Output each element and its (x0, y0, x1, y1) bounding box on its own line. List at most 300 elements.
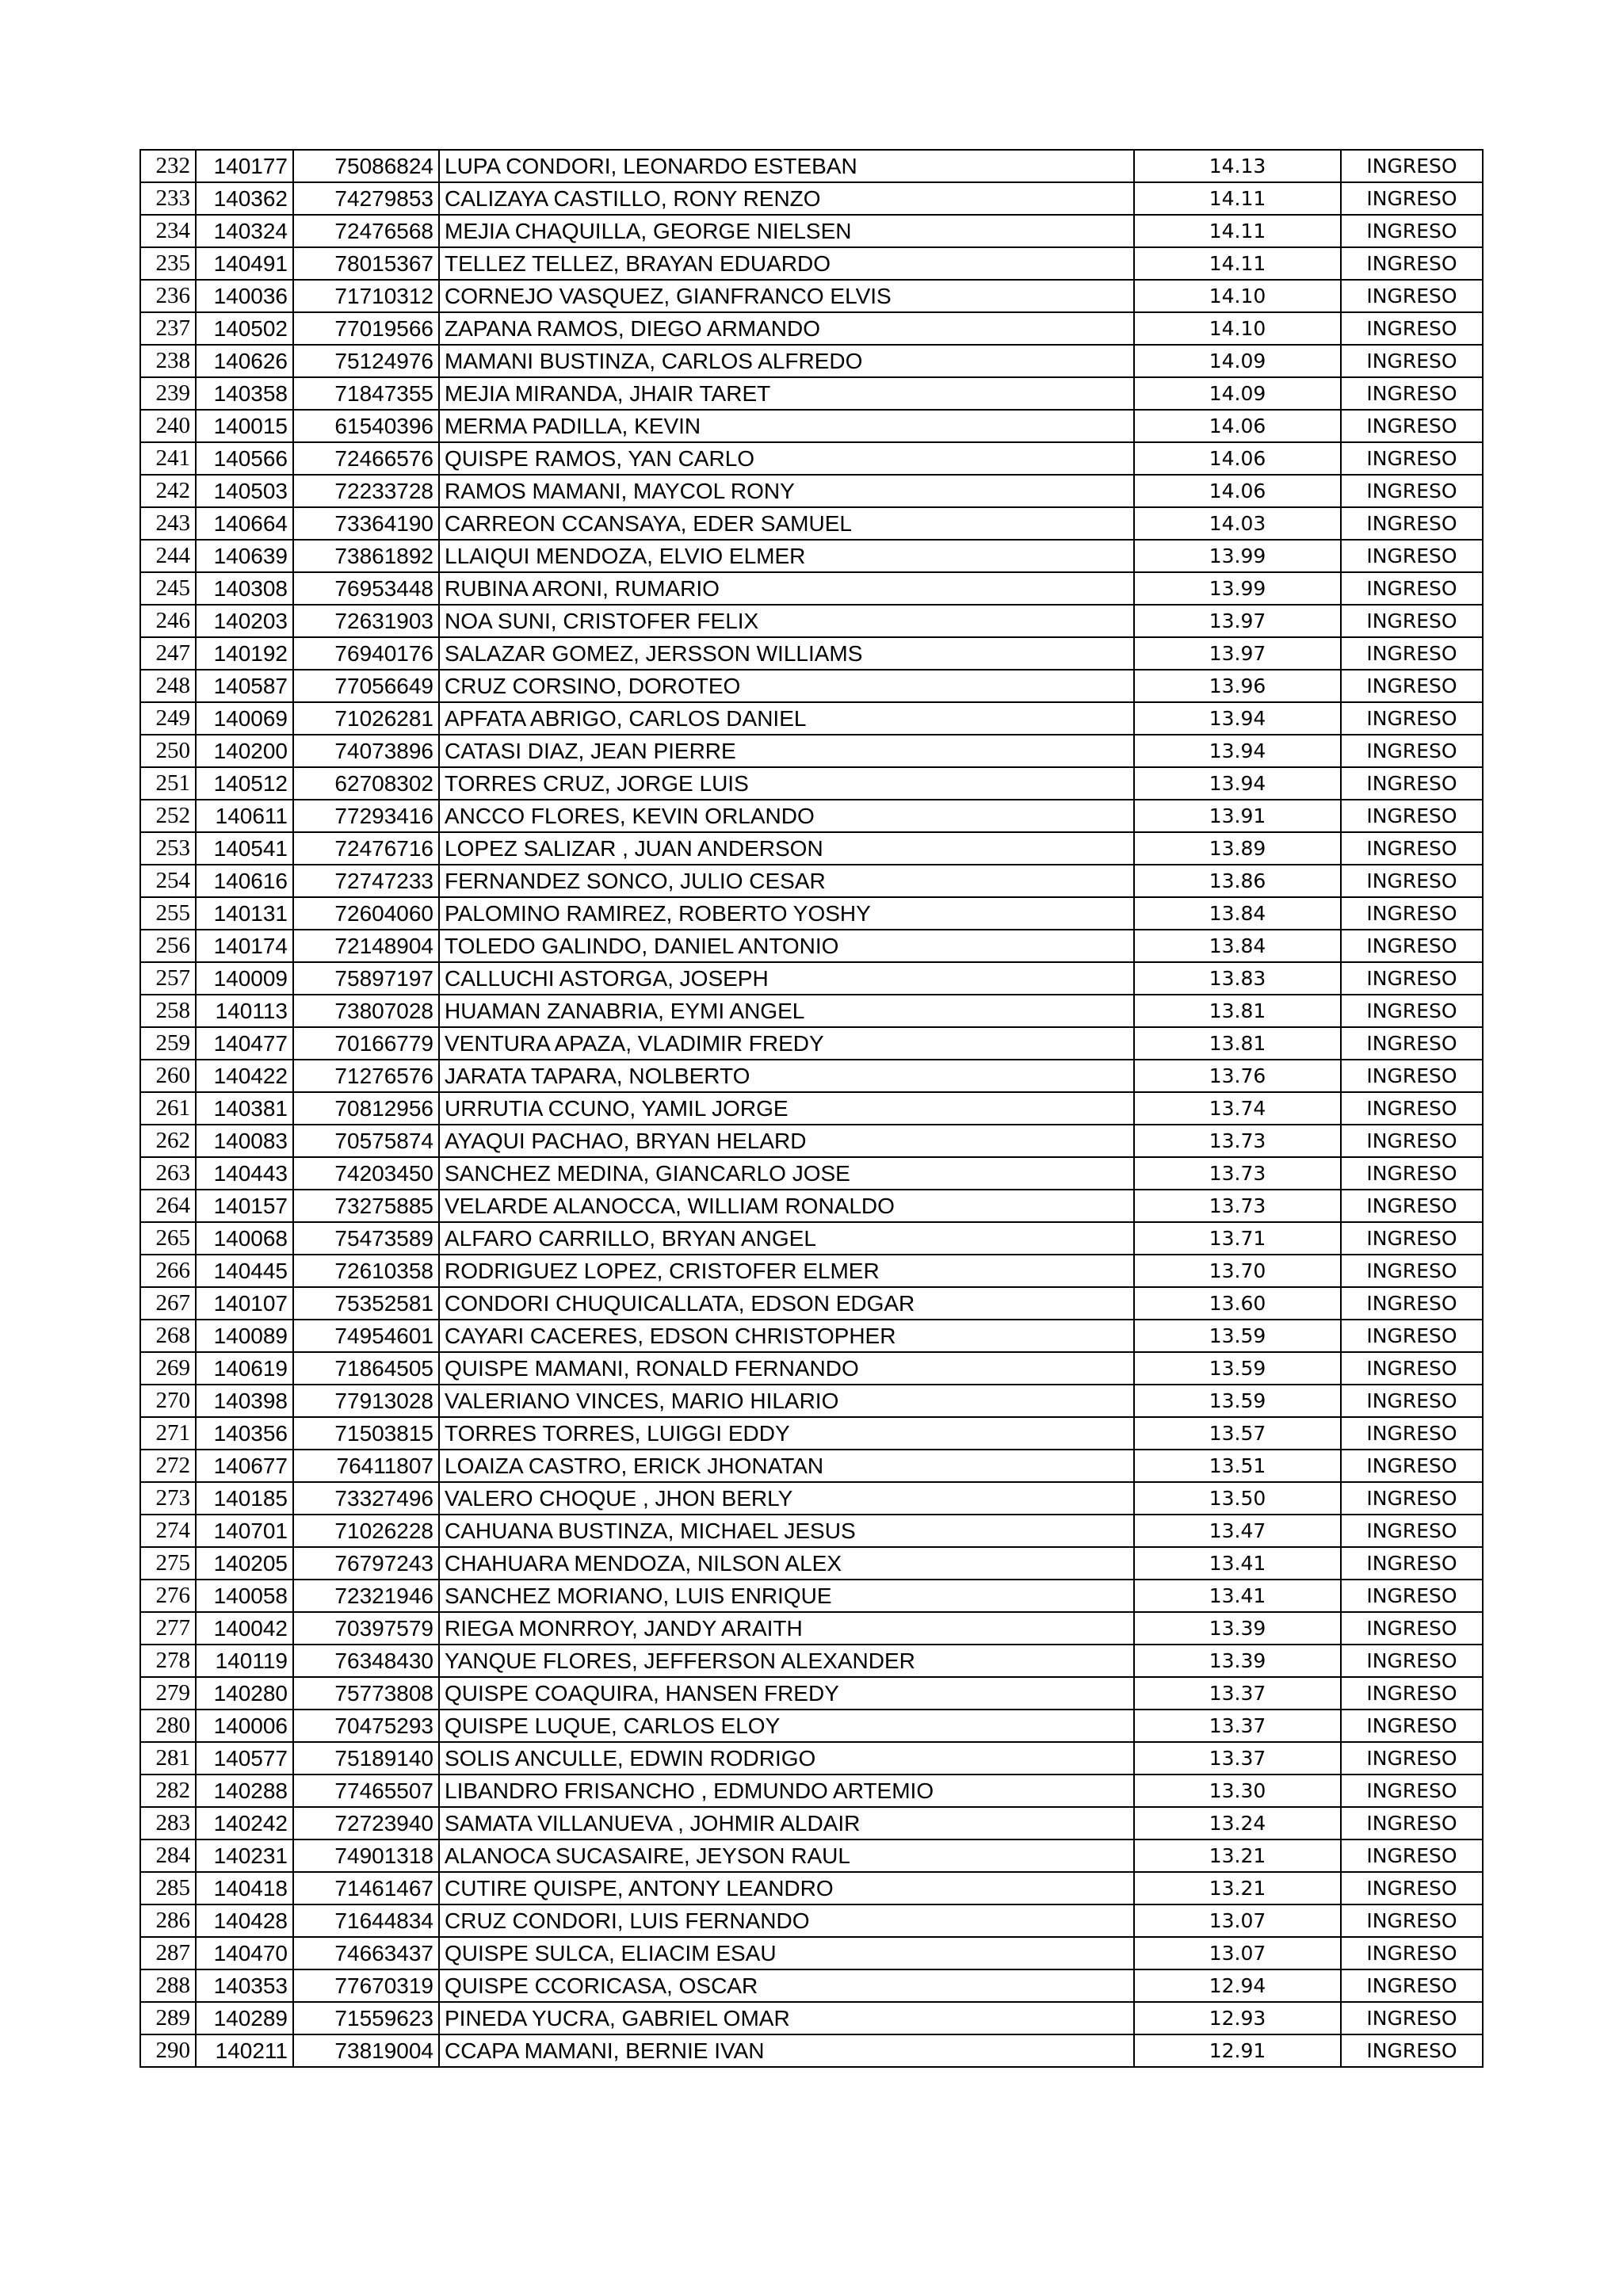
applicant-name-cell: VALERIANO VINCES, MARIO HILARIO (439, 1385, 1134, 1417)
row-number-cell: 244 (140, 540, 196, 572)
dni-number-cell: 71864505 (293, 1352, 439, 1385)
dni-number-cell: 75473589 (293, 1222, 439, 1255)
score-cell: 13.99 (1134, 540, 1341, 572)
dni-number-cell: 76940176 (293, 637, 439, 670)
row-number-cell: 259 (140, 1027, 196, 1060)
row-number-cell: 263 (140, 1157, 196, 1190)
table-row (140, 2034, 1483, 2067)
table-row (140, 670, 1483, 702)
row-number-cell: 284 (140, 1839, 196, 1872)
applicant-name-cell: HUAMAN ZANABRIA, EYMI ANGEL (439, 995, 1134, 1027)
score-cell: 13.73 (1134, 1125, 1341, 1157)
row-number-cell: 255 (140, 897, 196, 930)
applicant-code-cell: 140200 (196, 735, 293, 767)
admission-status-cell: INGRESO (1341, 1385, 1483, 1417)
score-cell: 13.41 (1134, 1547, 1341, 1580)
dni-number-cell: 72631903 (293, 605, 439, 637)
row-number-cell: 251 (140, 767, 196, 800)
table-row (140, 1677, 1483, 1710)
applicant-code-cell: 140324 (196, 215, 293, 247)
table-row (140, 1352, 1483, 1385)
applicant-name-cell: TELLEZ TELLEZ, BRAYAN EDUARDO (439, 247, 1134, 280)
table-row (140, 442, 1483, 475)
admission-status-cell: INGRESO (1341, 2002, 1483, 2034)
admission-status-cell: INGRESO (1341, 1482, 1483, 1515)
row-number-cell: 234 (140, 215, 196, 247)
dni-number-cell: 72148904 (293, 930, 439, 962)
dni-number-cell: 71026228 (293, 1515, 439, 1547)
admission-status-cell: INGRESO (1341, 1092, 1483, 1125)
admission-status-cell: INGRESO (1341, 1060, 1483, 1092)
admission-status-cell: INGRESO (1341, 410, 1483, 442)
applicant-name-cell: CRUZ CORSINO, DOROTEO (439, 670, 1134, 702)
applicant-code-cell: 140443 (196, 1157, 293, 1190)
applicant-code-cell: 140639 (196, 540, 293, 572)
applicant-name-cell: MEJIA MIRANDA, JHAIR TARET (439, 377, 1134, 410)
row-number-cell: 288 (140, 1969, 196, 2002)
dni-number-cell: 72476716 (293, 832, 439, 865)
score-cell: 13.60 (1134, 1287, 1341, 1320)
table-row (140, 1645, 1483, 1677)
dni-number-cell: 72723940 (293, 1807, 439, 1839)
table-row (140, 702, 1483, 735)
score-cell: 13.51 (1134, 1450, 1341, 1482)
table-row (140, 1027, 1483, 1060)
admission-status-cell: INGRESO (1341, 280, 1483, 312)
applicant-code-cell: 140042 (196, 1612, 293, 1645)
table-row (140, 215, 1483, 247)
dni-number-cell: 72321946 (293, 1580, 439, 1612)
admission-status-cell: INGRESO (1341, 1157, 1483, 1190)
applicant-code-cell: 140503 (196, 475, 293, 507)
row-number-cell: 285 (140, 1872, 196, 1904)
admission-status-cell: INGRESO (1341, 1190, 1483, 1222)
admission-status-cell: INGRESO (1341, 1352, 1483, 1385)
dni-number-cell: 71710312 (293, 280, 439, 312)
dni-number-cell: 71503815 (293, 1417, 439, 1450)
score-cell: 13.37 (1134, 1677, 1341, 1710)
dni-number-cell: 72233728 (293, 475, 439, 507)
row-number-cell: 253 (140, 832, 196, 865)
table-row (140, 150, 1483, 182)
score-cell: 13.94 (1134, 702, 1341, 735)
row-number-cell: 240 (140, 410, 196, 442)
table-row (140, 1385, 1483, 1417)
table-row (140, 1157, 1483, 1190)
applicant-name-cell: ALANOCA SUCASAIRE, JEYSON RAUL (439, 1839, 1134, 1872)
applicant-code-cell: 140131 (196, 897, 293, 930)
applicant-name-cell: TOLEDO GALINDO, DANIEL ANTONIO (439, 930, 1134, 962)
admission-status-cell: INGRESO (1341, 605, 1483, 637)
table-row (140, 572, 1483, 605)
admission-status-cell: INGRESO (1341, 1417, 1483, 1450)
applicant-name-cell: TORRES TORRES, LUIGGI EDDY (439, 1417, 1134, 1450)
dni-number-cell: 72747233 (293, 865, 439, 897)
table-row (140, 410, 1483, 442)
table-row (140, 475, 1483, 507)
row-number-cell: 286 (140, 1904, 196, 1937)
dni-number-cell: 74279853 (293, 182, 439, 215)
table-row (140, 312, 1483, 345)
applicant-name-cell: CUTIRE QUISPE, ANTONY LEANDRO (439, 1872, 1134, 1904)
row-number-cell: 274 (140, 1515, 196, 1547)
score-cell: 14.13 (1134, 150, 1341, 182)
admission-status-cell: INGRESO (1341, 215, 1483, 247)
results-table-body (140, 150, 1483, 2067)
admission-status-cell: INGRESO (1341, 995, 1483, 1027)
row-number-cell: 268 (140, 1320, 196, 1352)
table-row (140, 1839, 1483, 1872)
admission-status-cell: INGRESO (1341, 1027, 1483, 1060)
applicant-code-cell: 140205 (196, 1547, 293, 1580)
applicant-name-cell: PALOMINO RAMIREZ, ROBERTO YOSHY (439, 897, 1134, 930)
table-row (140, 605, 1483, 637)
applicant-code-cell: 140356 (196, 1417, 293, 1450)
admission-status-cell: INGRESO (1341, 507, 1483, 540)
score-cell: 13.89 (1134, 832, 1341, 865)
applicant-name-cell: CCAPA MAMANI, BERNIE IVAN (439, 2034, 1134, 2067)
applicant-name-cell: MEJIA CHAQUILLA, GEORGE NIELSEN (439, 215, 1134, 247)
applicant-name-cell: CAYARI CACERES, EDSON CHRISTOPHER (439, 1320, 1134, 1352)
applicant-name-cell: QUISPE CCORICASA, OSCAR (439, 1969, 1134, 2002)
applicant-name-cell: SALAZAR GOMEZ, JERSSON WILLIAMS (439, 637, 1134, 670)
row-number-cell: 278 (140, 1645, 196, 1677)
table-row (140, 1775, 1483, 1807)
admission-status-cell: INGRESO (1341, 1937, 1483, 1969)
applicant-code-cell: 140107 (196, 1287, 293, 1320)
applicant-name-cell: SAMATA VILLANUEVA , JOHMIR ALDAIR (439, 1807, 1134, 1839)
applicant-name-cell: MERMA PADILLA, KEVIN (439, 410, 1134, 442)
admission-status-cell: INGRESO (1341, 1125, 1483, 1157)
applicant-name-cell: JARATA TAPARA, NOLBERTO (439, 1060, 1134, 1092)
row-number-cell: 242 (140, 475, 196, 507)
applicant-code-cell: 140422 (196, 1060, 293, 1092)
row-number-cell: 270 (140, 1385, 196, 1417)
applicant-code-cell: 140058 (196, 1580, 293, 1612)
dni-number-cell: 77019566 (293, 312, 439, 345)
applicant-name-cell: CALLUCHI ASTORGA, JOSEPH (439, 962, 1134, 995)
table-row (140, 930, 1483, 962)
row-number-cell: 246 (140, 605, 196, 637)
score-cell: 13.86 (1134, 865, 1341, 897)
applicant-name-cell: FERNANDEZ SONCO, JULIO CESAR (439, 865, 1134, 897)
applicant-name-cell: RODRIGUEZ LOPEZ, CRISTOFER ELMER (439, 1255, 1134, 1287)
row-number-cell: 289 (140, 2002, 196, 2034)
row-number-cell: 254 (140, 865, 196, 897)
admission-status-cell: INGRESO (1341, 1742, 1483, 1775)
row-number-cell: 281 (140, 1742, 196, 1775)
applicant-name-cell: QUISPE MAMANI, RONALD FERNANDO (439, 1352, 1134, 1385)
row-number-cell: 245 (140, 572, 196, 605)
score-cell: 13.97 (1134, 605, 1341, 637)
applicant-code-cell: 140470 (196, 1937, 293, 1969)
admission-status-cell: INGRESO (1341, 247, 1483, 280)
row-number-cell: 277 (140, 1612, 196, 1645)
admission-status-cell: INGRESO (1341, 345, 1483, 377)
admission-status-cell: INGRESO (1341, 962, 1483, 995)
applicant-name-cell: CAHUANA BUSTINZA, MICHAEL JESUS (439, 1515, 1134, 1547)
applicant-code-cell: 140185 (196, 1482, 293, 1515)
applicant-name-cell: QUISPE SULCA, ELIACIM ESAU (439, 1937, 1134, 1969)
row-number-cell: 249 (140, 702, 196, 735)
row-number-cell: 265 (140, 1222, 196, 1255)
row-number-cell: 247 (140, 637, 196, 670)
admission-status-cell: INGRESO (1341, 1612, 1483, 1645)
score-cell: 13.21 (1134, 1839, 1341, 1872)
applicant-code-cell: 140015 (196, 410, 293, 442)
applicant-name-cell: LIBANDRO FRISANCHO , EDMUNDO ARTEMIO (439, 1775, 1134, 1807)
applicant-name-cell: CONDORI CHUQUICALLATA, EDSON EDGAR (439, 1287, 1134, 1320)
applicant-code-cell: 140664 (196, 507, 293, 540)
table-row (140, 962, 1483, 995)
admission-status-cell: INGRESO (1341, 1287, 1483, 1320)
row-number-cell: 272 (140, 1450, 196, 1482)
applicant-code-cell: 140231 (196, 1839, 293, 1872)
applicant-code-cell: 140069 (196, 702, 293, 735)
row-number-cell: 280 (140, 1710, 196, 1742)
score-cell: 13.73 (1134, 1157, 1341, 1190)
score-cell: 13.59 (1134, 1352, 1341, 1385)
row-number-cell: 283 (140, 1807, 196, 1839)
score-cell: 13.41 (1134, 1580, 1341, 1612)
applicant-name-cell: CATASI DIAZ, JEAN PIERRE (439, 735, 1134, 767)
score-cell: 13.96 (1134, 670, 1341, 702)
table-row (140, 1222, 1483, 1255)
dni-number-cell: 75773808 (293, 1677, 439, 1710)
admission-status-cell: INGRESO (1341, 670, 1483, 702)
dni-number-cell: 75086824 (293, 150, 439, 182)
row-number-cell: 269 (140, 1352, 196, 1385)
applicant-name-cell: CARREON CCANSAYA, EDER SAMUEL (439, 507, 1134, 540)
score-cell: 14.06 (1134, 410, 1341, 442)
score-cell: 13.81 (1134, 995, 1341, 1027)
score-cell: 14.11 (1134, 247, 1341, 280)
admission-status-cell: INGRESO (1341, 1450, 1483, 1482)
table-row (140, 1450, 1483, 1482)
table-row (140, 1482, 1483, 1515)
applicant-name-cell: NOA SUNI, CRISTOFER FELIX (439, 605, 1134, 637)
table-row (140, 767, 1483, 800)
row-number-cell: 241 (140, 442, 196, 475)
score-cell: 13.71 (1134, 1222, 1341, 1255)
applicant-code-cell: 140577 (196, 1742, 293, 1775)
admission-status-cell: INGRESO (1341, 1515, 1483, 1547)
applicant-name-cell: PINEDA YUCRA, GABRIEL OMAR (439, 2002, 1134, 2034)
admission-status-cell: INGRESO (1341, 735, 1483, 767)
table-row (140, 1417, 1483, 1450)
score-cell: 14.11 (1134, 182, 1341, 215)
dni-number-cell: 73275885 (293, 1190, 439, 1222)
applicant-code-cell: 140381 (196, 1092, 293, 1125)
score-cell: 13.84 (1134, 930, 1341, 962)
row-number-cell: 290 (140, 2034, 196, 2067)
dni-number-cell: 71559623 (293, 2002, 439, 2034)
row-number-cell: 256 (140, 930, 196, 962)
applicant-name-cell: VALERO CHOQUE , JHON BERLY (439, 1482, 1134, 1515)
applicant-name-cell: YANQUE FLORES, JEFFERSON ALEXANDER (439, 1645, 1134, 1677)
table-row (140, 540, 1483, 572)
dni-number-cell: 78015367 (293, 247, 439, 280)
table-row (140, 1287, 1483, 1320)
dni-number-cell: 75124976 (293, 345, 439, 377)
score-cell: 13.83 (1134, 962, 1341, 995)
applicant-code-cell: 140068 (196, 1222, 293, 1255)
table-row (140, 345, 1483, 377)
dni-number-cell: 61540396 (293, 410, 439, 442)
table-row (140, 1904, 1483, 1937)
applicant-name-cell: QUISPE RAMOS, YAN CARLO (439, 442, 1134, 475)
row-number-cell: 264 (140, 1190, 196, 1222)
score-cell: 13.07 (1134, 1937, 1341, 1969)
row-number-cell: 266 (140, 1255, 196, 1287)
admission-status-cell: INGRESO (1341, 1677, 1483, 1710)
dni-number-cell: 75897197 (293, 962, 439, 995)
dni-number-cell: 71276576 (293, 1060, 439, 1092)
dni-number-cell: 70575874 (293, 1125, 439, 1157)
row-number-cell: 267 (140, 1287, 196, 1320)
score-cell: 13.37 (1134, 1710, 1341, 1742)
applicant-code-cell: 140280 (196, 1677, 293, 1710)
score-cell: 14.10 (1134, 312, 1341, 345)
table-row (140, 247, 1483, 280)
applicant-code-cell: 140089 (196, 1320, 293, 1352)
row-number-cell: 239 (140, 377, 196, 410)
admission-status-cell: INGRESO (1341, 865, 1483, 897)
dni-number-cell: 73861892 (293, 540, 439, 572)
applicant-code-cell: 140428 (196, 1904, 293, 1937)
table-row (140, 507, 1483, 540)
applicant-name-cell: QUISPE COAQUIRA, HANSEN FREDY (439, 1677, 1134, 1710)
dni-number-cell: 77913028 (293, 1385, 439, 1417)
admission-status-cell: INGRESO (1341, 637, 1483, 670)
admission-status-cell: INGRESO (1341, 1839, 1483, 1872)
dni-number-cell: 77465507 (293, 1775, 439, 1807)
row-number-cell: 279 (140, 1677, 196, 1710)
row-number-cell: 243 (140, 507, 196, 540)
admission-status-cell: INGRESO (1341, 1222, 1483, 1255)
admission-status-cell: INGRESO (1341, 1775, 1483, 1807)
admission-status-cell: INGRESO (1341, 377, 1483, 410)
admission-status-cell: INGRESO (1341, 1872, 1483, 1904)
applicant-name-cell: ALFARO CARRILLO, BRYAN ANGEL (439, 1222, 1134, 1255)
score-cell: 13.39 (1134, 1612, 1341, 1645)
applicant-name-cell: QUISPE LUQUE, CARLOS ELOY (439, 1710, 1134, 1742)
applicant-code-cell: 140308 (196, 572, 293, 605)
applicant-code-cell: 140289 (196, 2002, 293, 2034)
score-cell: 14.03 (1134, 507, 1341, 540)
table-row (140, 1580, 1483, 1612)
score-cell: 13.91 (1134, 800, 1341, 832)
admission-status-cell: INGRESO (1341, 1255, 1483, 1287)
score-cell: 12.93 (1134, 2002, 1341, 2034)
dni-number-cell: 70812956 (293, 1092, 439, 1125)
dni-number-cell: 73327496 (293, 1482, 439, 1515)
table-row (140, 2002, 1483, 2034)
score-cell: 12.91 (1134, 2034, 1341, 2067)
score-cell: 13.39 (1134, 1645, 1341, 1677)
dni-number-cell: 75352581 (293, 1287, 439, 1320)
row-number-cell: 248 (140, 670, 196, 702)
applicant-code-cell: 140009 (196, 962, 293, 995)
row-number-cell: 232 (140, 150, 196, 182)
score-cell: 13.59 (1134, 1320, 1341, 1352)
dni-number-cell: 72476568 (293, 215, 439, 247)
row-number-cell: 258 (140, 995, 196, 1027)
dni-number-cell: 76953448 (293, 572, 439, 605)
admission-status-cell: INGRESO (1341, 897, 1483, 930)
admission-status-cell: INGRESO (1341, 1645, 1483, 1677)
dni-number-cell: 71847355 (293, 377, 439, 410)
dni-number-cell: 75189140 (293, 1742, 439, 1775)
score-cell: 14.10 (1134, 280, 1341, 312)
table-row (140, 1612, 1483, 1645)
table-row (140, 1092, 1483, 1125)
score-cell: 14.06 (1134, 442, 1341, 475)
applicant-name-cell: LOPEZ SALIZAR , JUAN ANDERSON (439, 832, 1134, 865)
dni-number-cell: 74901318 (293, 1839, 439, 1872)
admission-status-cell: INGRESO (1341, 1904, 1483, 1937)
table-row (140, 1547, 1483, 1580)
dni-number-cell: 62708302 (293, 767, 439, 800)
admission-status-cell: INGRESO (1341, 1807, 1483, 1839)
table-row (140, 377, 1483, 410)
applicant-code-cell: 140541 (196, 832, 293, 865)
applicant-name-cell: RIEGA MONRROY, JANDY ARAITH (439, 1612, 1134, 1645)
dni-number-cell: 71644834 (293, 1904, 439, 1937)
table-row (140, 1710, 1483, 1742)
applicant-code-cell: 140174 (196, 930, 293, 962)
dni-number-cell: 74203450 (293, 1157, 439, 1190)
applicant-name-cell: TORRES CRUZ, JORGE LUIS (439, 767, 1134, 800)
applicant-name-cell: LLAIQUI MENDOZA, ELVIO ELMER (439, 540, 1134, 572)
applicant-code-cell: 140619 (196, 1352, 293, 1385)
applicant-name-cell: MAMANI BUSTINZA, CARLOS ALFREDO (439, 345, 1134, 377)
row-number-cell: 235 (140, 247, 196, 280)
dni-number-cell: 74663437 (293, 1937, 439, 1969)
score-cell: 13.99 (1134, 572, 1341, 605)
row-number-cell: 233 (140, 182, 196, 215)
row-number-cell: 237 (140, 312, 196, 345)
row-number-cell: 276 (140, 1580, 196, 1612)
table-row (140, 735, 1483, 767)
score-cell: 14.11 (1134, 215, 1341, 247)
dni-number-cell: 72610358 (293, 1255, 439, 1287)
applicant-code-cell: 140036 (196, 280, 293, 312)
row-number-cell: 287 (140, 1937, 196, 1969)
table-row (140, 182, 1483, 215)
dni-number-cell: 71461467 (293, 1872, 439, 1904)
dni-number-cell: 76411807 (293, 1450, 439, 1482)
score-cell: 13.73 (1134, 1190, 1341, 1222)
applicant-name-cell: RAMOS MAMANI, MAYCOL RONY (439, 475, 1134, 507)
applicant-name-cell: LOAIZA CASTRO, ERICK JHONATAN (439, 1450, 1134, 1482)
table-row (140, 1937, 1483, 1969)
admission-status-cell: INGRESO (1341, 930, 1483, 962)
admission-status-cell: INGRESO (1341, 1547, 1483, 1580)
score-cell: 13.21 (1134, 1872, 1341, 1904)
applicant-name-cell: LUPA CONDORI, LEONARDO ESTEBAN (439, 150, 1134, 182)
applicant-name-cell: ANCCO FLORES, KEVIN ORLANDO (439, 800, 1134, 832)
dni-number-cell: 70397579 (293, 1612, 439, 1645)
dni-number-cell: 77056649 (293, 670, 439, 702)
row-number-cell: 261 (140, 1092, 196, 1125)
applicant-name-cell: CRUZ CONDORI, LUIS FERNANDO (439, 1904, 1134, 1937)
admission-status-cell: INGRESO (1341, 312, 1483, 345)
admission-status-cell: INGRESO (1341, 1580, 1483, 1612)
row-number-cell: 273 (140, 1482, 196, 1515)
applicant-name-cell: URRUTIA CCUNO, YAMIL JORGE (439, 1092, 1134, 1125)
table-row (140, 1969, 1483, 2002)
